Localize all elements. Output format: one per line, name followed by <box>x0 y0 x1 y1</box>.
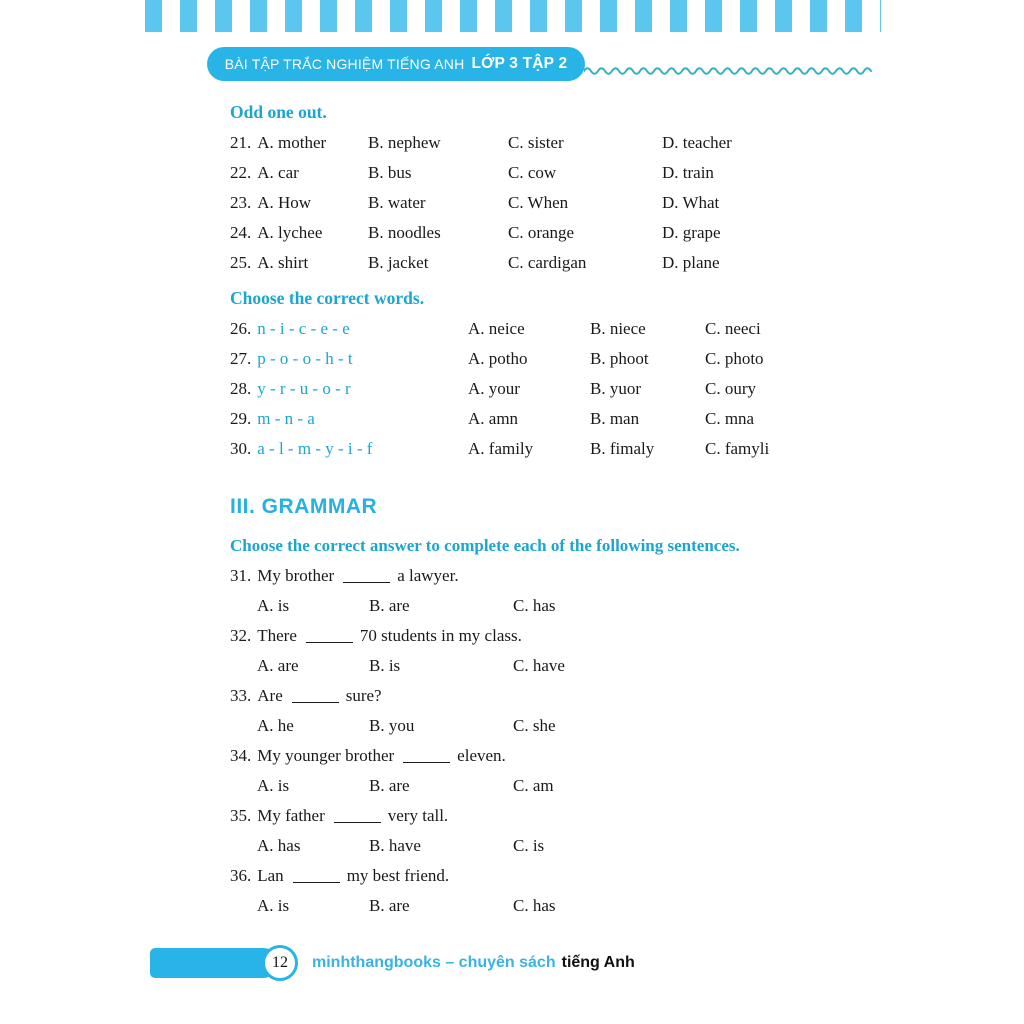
option-c-text: C. sister <box>508 133 564 152</box>
scrambled-letters: y - r - u - o - r <box>257 379 351 398</box>
option-d-text: D. teacher <box>662 133 732 152</box>
question-text-after-blank: sure? <box>345 686 382 705</box>
option-b-text: B. man <box>590 409 640 428</box>
option-c-text: C. famyli <box>705 439 770 458</box>
question-cell-a <box>230 163 368 183</box>
question-row-24 <box>230 218 840 248</box>
option-a-text: A. lychee <box>257 223 323 242</box>
question-text-before-blank: There <box>257 626 297 645</box>
option-b-text: B. are <box>369 596 410 615</box>
section-title-choose-words: Choose the correct words. <box>230 287 425 308</box>
option-b-text: B. have <box>369 836 421 855</box>
option-b-text: B. are <box>369 896 410 915</box>
option-a-text: A. mother <box>257 133 327 152</box>
question-cell-scrambled <box>230 379 468 399</box>
option-c-text: C. When <box>508 193 569 212</box>
question-text-after-blank: 70 students in my class. <box>359 626 522 645</box>
question-text-after-blank: very tall. <box>387 806 449 825</box>
answer-blank <box>403 758 450 763</box>
answer-blank <box>292 698 339 703</box>
option-c-text: C. am <box>513 776 554 795</box>
question-row-27 <box>230 344 840 374</box>
option-a-text: A. is <box>257 896 290 915</box>
page-number-badge <box>262 945 298 981</box>
option-a-text: A. amn <box>468 409 519 428</box>
question-number: 27. <box>230 349 252 368</box>
option-a-text: A. shirt <box>257 253 309 272</box>
grammar-options-34 <box>257 771 840 801</box>
question-row-25 <box>230 248 840 278</box>
option-a-text: A. is <box>257 776 290 795</box>
answer-blank <box>293 878 340 883</box>
grammar-options-36 <box>257 891 840 921</box>
question-cell-a <box>230 253 368 273</box>
question-row-28 <box>230 374 840 404</box>
grammar-question-34 <box>230 741 840 771</box>
option-c-text: C. mna <box>705 409 755 428</box>
option-c-text: C. orange <box>508 223 575 242</box>
question-number: 28. <box>230 379 252 398</box>
question-number: 33. <box>230 686 252 705</box>
publisher-brand-cyan-text: minhthangbooks – chuyên sách <box>312 954 556 971</box>
section-title-grammar: III. GRAMMAR <box>230 495 378 518</box>
question-number: 23. <box>230 193 252 212</box>
scrambled-letters: n - i - c - e - e <box>257 319 350 338</box>
question-text-before-blank: My brother <box>257 566 335 585</box>
question-row-26 <box>230 314 840 344</box>
option-c-text: C. is <box>513 836 545 855</box>
option-b-text: B. jacket <box>368 253 429 272</box>
grammar-question-31 <box>230 561 840 591</box>
option-d-text: D. plane <box>662 253 720 272</box>
header-badge-bold-text: LỚP 3 TẬP 2 <box>471 55 568 72</box>
question-number: 21. <box>230 133 252 152</box>
option-b-text: B. yuor <box>590 379 641 398</box>
option-c-text: C. neeci <box>705 319 761 338</box>
grammar-question-32 <box>230 621 840 651</box>
exercise-content <box>230 96 840 921</box>
question-row-22 <box>230 158 840 188</box>
option-a-text: A. your <box>468 379 520 398</box>
grammar-options-32 <box>257 651 840 681</box>
option-d-text: D. grape <box>662 223 721 242</box>
option-b-text: B. niece <box>590 319 646 338</box>
question-row-21 <box>230 128 840 158</box>
grammar-options-31 <box>257 591 840 621</box>
question-cell-a <box>230 193 368 213</box>
answer-blank <box>306 638 353 643</box>
page-number: 12 <box>272 954 288 971</box>
option-b-text: B. you <box>369 716 415 735</box>
answer-blank <box>334 818 381 823</box>
question-number: 30. <box>230 439 252 458</box>
option-b-text: B. nephew <box>368 133 441 152</box>
option-c-text: C. has <box>513 596 556 615</box>
question-number: 31. <box>230 566 252 585</box>
option-b-text: B. bus <box>368 163 412 182</box>
option-c-text: C. she <box>513 716 556 735</box>
grammar-instruction: Choose the correct answer to complete each of the following sentences. <box>230 536 740 555</box>
header-badge-text: BÀI TẬP TRẮC NGHIỆM TIẾNG ANH <box>224 56 465 72</box>
question-row-30 <box>230 434 840 464</box>
option-c-text: C. cardigan <box>508 253 587 272</box>
question-number: 29. <box>230 409 252 428</box>
question-cell-scrambled <box>230 409 468 429</box>
question-text-before-blank: Lan <box>257 866 284 885</box>
option-a-text: A. has <box>257 836 301 855</box>
question-number: 22. <box>230 163 252 182</box>
option-c-text: C. has <box>513 896 556 915</box>
option-b-text: B. noodles <box>368 223 441 242</box>
question-number: 35. <box>230 806 252 825</box>
option-c-text: C. cow <box>508 163 557 182</box>
question-cell-a <box>230 223 368 243</box>
header-badge <box>207 47 585 81</box>
option-a-text: A. are <box>257 656 299 675</box>
option-b-text: B. fimaly <box>590 439 655 458</box>
scrambled-letters: p - o - o - h - t <box>257 349 353 368</box>
option-a-text: A. neice <box>468 319 525 338</box>
question-text-before-blank: My father <box>257 806 325 825</box>
option-a-text: A. car <box>257 163 299 182</box>
question-number: 26. <box>230 319 252 338</box>
option-c-text: C. have <box>513 656 565 675</box>
question-number: 25. <box>230 253 252 272</box>
scrambled-letters: a - l - m - y - i - f <box>257 439 373 458</box>
question-row-23 <box>230 188 840 218</box>
question-text-before-blank: My younger brother <box>257 746 395 765</box>
option-a-text: A. he <box>257 716 294 735</box>
option-a-text: A. family <box>468 439 534 458</box>
question-number: 34. <box>230 746 252 765</box>
question-row-29 <box>230 404 840 434</box>
question-cell-scrambled <box>230 439 468 459</box>
question-number: 32. <box>230 626 252 645</box>
decorative-stripes <box>145 0 881 32</box>
question-text-after-blank: my best friend. <box>346 866 450 885</box>
footer-bar <box>150 948 278 978</box>
option-c-text: C. oury <box>705 379 756 398</box>
publisher-brand <box>312 948 635 978</box>
question-text-after-blank: eleven. <box>457 746 506 765</box>
answer-blank <box>343 578 390 583</box>
question-cell-scrambled <box>230 349 468 369</box>
option-b-text: B. phoot <box>590 349 649 368</box>
wavy-divider-line <box>584 63 878 79</box>
option-b-text: B. are <box>369 776 410 795</box>
option-b-text: B. is <box>369 656 401 675</box>
option-a-text: A. is <box>257 596 290 615</box>
option-d-text: D. What <box>662 193 720 212</box>
section-title-odd-one-out: Odd one out. <box>230 101 327 122</box>
question-cell-scrambled <box>230 319 468 339</box>
option-a-text: A. How <box>257 193 312 212</box>
option-c-text: C. photo <box>705 349 764 368</box>
grammar-question-36 <box>230 861 840 891</box>
publisher-brand-black-text: tiếng Anh <box>561 954 635 971</box>
grammar-options-35 <box>257 831 840 861</box>
question-number: 36. <box>230 866 252 885</box>
grammar-question-35 <box>230 801 840 831</box>
option-b-text: B. water <box>368 193 426 212</box>
option-d-text: D. train <box>662 163 714 182</box>
grammar-options-33 <box>257 711 840 741</box>
question-cell-a <box>230 133 368 153</box>
scrambled-letters: m - n - a <box>257 409 315 428</box>
grammar-question-33 <box>230 681 840 711</box>
option-a-text: A. potho <box>468 349 528 368</box>
question-text-before-blank: Are <box>257 686 283 705</box>
question-text-after-blank: a lawyer. <box>397 566 459 585</box>
question-number: 24. <box>230 223 252 242</box>
